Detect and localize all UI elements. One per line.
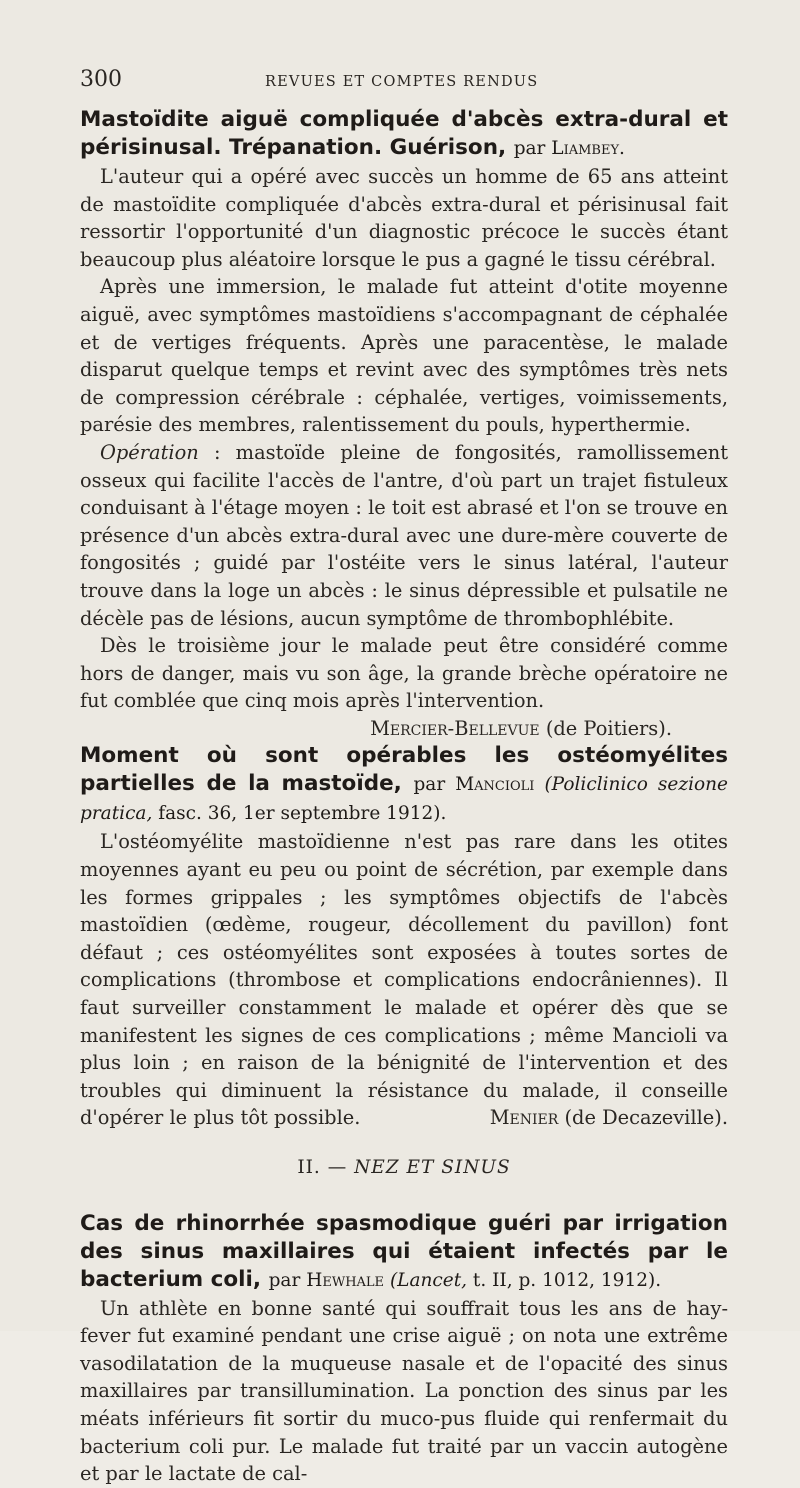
signature-place: (de Poitiers). [539, 716, 672, 740]
article-title [80, 742, 728, 828]
paragraph [80, 439, 728, 632]
byline-par: par [268, 1269, 301, 1291]
article-title-text: Moment où sont opérables les ostéomyélites partielles de la mastoïde, [80, 743, 728, 797]
section-number: II. — [297, 1157, 355, 1178]
source-journal: (Policlinico sezione pratica, [80, 774, 728, 825]
paragraph: Dès le troisième jour le malade peut être considéré comme hors de danger, mais vu son âge, la grande brèche opératoire ne fut comblée que cinq mois après l'intervention. [80, 634, 728, 713]
signature [470, 1104, 728, 1132]
byline-par: par [513, 138, 546, 159]
operation-label: Opération [100, 440, 199, 464]
byline-par: par [413, 774, 446, 796]
author-name: Hewhale [306, 1269, 385, 1291]
signature [80, 715, 672, 743]
running-header [80, 66, 728, 92]
author-name: Liambey. [551, 138, 625, 159]
paragraph: Après une immersion, le malade fut atteint d'otite moyenne aiguë, avec symptômes mastoïdiens s'accompagnant de céphalée et de vertiges fréquents. Après une paracentèse, le malade disparut quelque temps et revint avec des symptômes très nets de compression cérébrale : céphalée, vertiges, voimissements, parésie des membres, ralentissement du pouls, hyperthermie. [80, 275, 728, 437]
paragraph: Un athlète en bonne santé qui souffrait tous les ans de hay-fever fut examiné pendant une crise aiguë ; on nota une extrême vasodilatation de la muqueuse nasale et de l'opacité des sinus maxillaires par transillumination. La ponction des sinus par les méats inférieurs fit sortir du muco-pus fluide qui renfermait du bacterium coli pur. Le malade fut traité par un vaccin autogène et par le lactate de cal- [80, 1296, 728, 1486]
source-reference: fasc. 36, 1er septembre 1912). [152, 803, 447, 825]
byline [269, 1270, 662, 1291]
page-number: 300 [80, 67, 122, 92]
author-name: Mancioli [455, 774, 535, 796]
source-journal: (Lancet, [389, 1269, 468, 1291]
text-column [80, 66, 728, 1488]
signature-place: (de Decazeville). [558, 1106, 728, 1130]
paragraph-text: L'ostéomyélite mastoïdienne n'est pas rare dans les otites moyennes ayant eu peu ou point de sécrétion, par exemple dans les formes grippales ; les symptômes objectifs de l'abcès mastoïdien (œdème, rougeur, décollement du pavillon) font défaut ; ces ostéomyélites sont exposées à toutes sortes de complications (thrombose et complications endocrâniennes). Il faut surveiller constamment le malade et opérer dès que se manifestent les signes de ces complications ; même Mancioli va plus loin ; en raison de la bénignité de l'intervention et des troubles qui diminuent la résistance du malade, il conseille d'opérer le plus tôt possible. [80, 830, 728, 1130]
paragraph-text: : mastoïde pleine de fongosités, ramollissement osseux qui facilite l'accès de l'antre, d'où part un trajet fistuleux conduisant à l'étage moyen : le toit est abrasé et l'on se trouve en présence d'un abcès extra-dural avec une dure-mère couverte de fongosités ; guidé par l'ostéite vers le sinus latéral, l'auteur trouve dans la loge un abcès : le sinus dépressible et pulsatile ne décèle pas de lésions, aucun symptôme de thrombophlébite. [80, 440, 728, 630]
section-title: NEZ ET SINUS [354, 1157, 511, 1178]
article-title-text: Mastoïdite aiguë compliquée d'abcès extra-dural et périsinusal. Trépanation. Guérison, [80, 107, 728, 160]
section-heading [80, 1154, 728, 1182]
paragraph: L'auteur qui a opéré avec succès un homme de 65 ans atteint de mastoïdite compliquée d'abcès extra-dural et périsinusal fait ressortir l'opportunité d'un diagnostic précoce le succès étant beaucoup plus aléatoire lorsque le pus a gagné le tissu cérébral. [80, 165, 728, 271]
paragraph [80, 828, 728, 1132]
signature-name: Mercier-Bellevue [370, 716, 540, 740]
signature-name: Menier [489, 1106, 559, 1130]
running-title: REVUES ET COMPTES RENDUS [265, 74, 539, 90]
article-title-text: Cas de rhinorrhée spasmodique guéri par irrigation des sinus maxillaires qui étaient infectés par le bacterium coli, [80, 1210, 728, 1292]
byline [514, 138, 625, 159]
article-title [80, 106, 728, 163]
article-title [80, 1210, 728, 1295]
source-reference: t. II, p. 1012, 1912). [467, 1269, 662, 1291]
